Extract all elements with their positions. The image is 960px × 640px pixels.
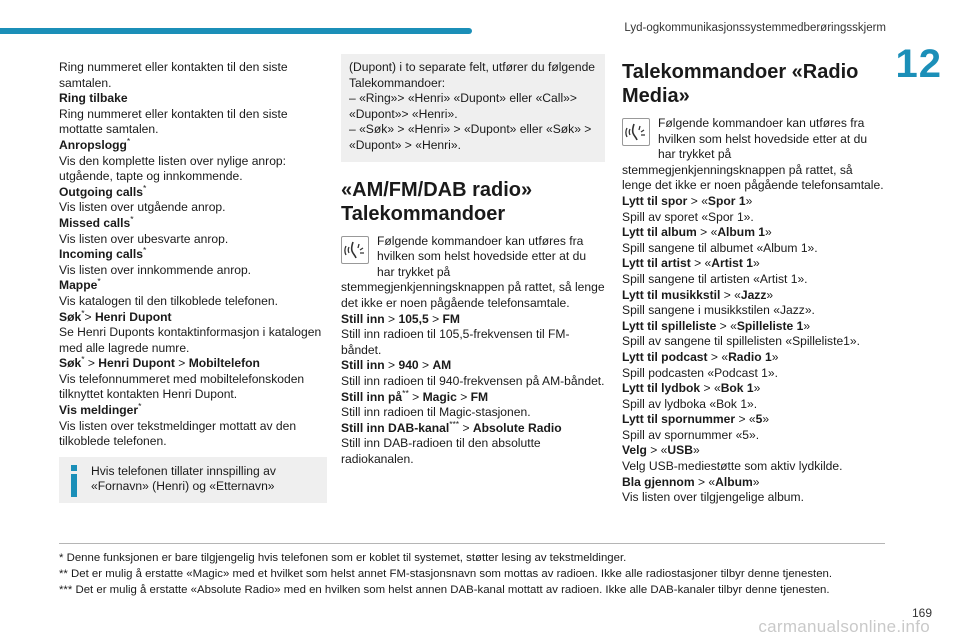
- command-label-row: [341, 387, 605, 406]
- text-line: Vis listen over tilgjengelige album.: [622, 490, 804, 505]
- footnote-marker: *: [143, 182, 147, 193]
- command-label-row: [59, 247, 327, 263]
- command-label: Lytt til artist: [622, 256, 691, 271]
- separator: >: [84, 309, 95, 324]
- command-label: Outgoing calls: [59, 184, 143, 199]
- text-line: Vis den komplette listen over nylige anrop: utgående, tapte og innkommende.: [59, 153, 286, 184]
- footnote-marker: *: [126, 135, 131, 146]
- command-label: Artist 1: [711, 256, 753, 271]
- watermark: carmanualsonline.info: [758, 617, 930, 636]
- text-line: Still inn radioen til Magic-stasjonen.: [341, 405, 531, 420]
- footnote: * Denne funksjonen er bare tilgjengelig hvis telefonen som er koblet til systemet, støtter lesing av tekstmeldinger.: [59, 552, 627, 564]
- command-label-row: [622, 225, 884, 241]
- text-line: Still inn DAB-radioen til den absolutte radiokanalen.: [341, 436, 541, 466]
- command-label: Lytt til spilleliste: [622, 318, 717, 333]
- separator: >: [418, 358, 433, 373]
- section-heading: «AM/FM/DAB radio» Talekommandoer: [341, 178, 533, 225]
- command-label-row: [59, 403, 327, 419]
- command-label: Velg: [622, 443, 647, 458]
- separator: >: [428, 311, 443, 326]
- column-phone-commands: [59, 60, 327, 503]
- text-line: Vis telefonnummeret med mobiltelefonskoden tilknyttet kontakten Henri Dupont.: [59, 371, 305, 402]
- separator: > «: [646, 443, 668, 458]
- command-label: Henri Dupont: [98, 356, 175, 371]
- command-label: FM: [470, 389, 489, 404]
- command-label: Still inn: [341, 311, 385, 326]
- command-label: Lytt til podcast: [622, 349, 708, 364]
- text-line: – «Ring»> «Henri» «Dupont» eller «Call»> «Dupont»> «Henri».: [349, 91, 577, 121]
- footnote-marker: *: [130, 213, 134, 224]
- separator: »: [745, 193, 753, 208]
- separator: > «: [735, 412, 756, 427]
- text-line: Spill sangene til albumet «Album 1».: [622, 240, 818, 255]
- command-label-row: [341, 312, 605, 328]
- text-line: Vis katalogen til den tilkoblede telefonen.: [59, 293, 278, 308]
- text-line: Spill av sporet «Spor 1».: [622, 209, 754, 224]
- command-label: Incoming calls: [59, 247, 144, 262]
- command-label: Søk: [59, 356, 82, 371]
- voice-command-icon: [341, 236, 369, 264]
- info-icon: [68, 465, 80, 497]
- voice-intro: [341, 234, 605, 312]
- command-label: Lytt til spor: [622, 193, 688, 208]
- command-label-row: [59, 135, 327, 154]
- command-label-row: [59, 278, 327, 294]
- footnote-marker: *: [138, 401, 142, 412]
- command-label-row: [341, 418, 605, 437]
- command-label: Lytt til spornummer: [622, 412, 736, 427]
- media-command-list: [622, 194, 884, 506]
- command-label: Ring tilbake: [59, 91, 128, 106]
- separator: »: [762, 412, 770, 427]
- command-label: Henri Dupont: [94, 309, 172, 324]
- info-box-continued: [341, 54, 605, 162]
- intro-text: Følgende kommandoer kan utføres fra hvilken som helst hovedside etter at du har trykket på stemmegjenkjenningsknappen på rattet, så lenge det ikke er noen pågående telefonsamtale.: [341, 233, 605, 310]
- chapter-number: 12: [895, 42, 942, 86]
- command-label: Spilleliste 1: [736, 318, 804, 333]
- command-label: Lytt til album: [622, 225, 697, 240]
- separator: »: [803, 318, 811, 333]
- command-label-row: [59, 307, 327, 326]
- separator: > «: [687, 193, 708, 208]
- command-label: Still inn på: [341, 389, 403, 404]
- separator: >: [459, 420, 473, 435]
- text-line: Spill podcasten «Podcast 1».: [622, 365, 778, 380]
- command-label: Album: [715, 474, 753, 489]
- separator: > «: [720, 287, 741, 302]
- command-label: Spor 1: [707, 193, 746, 208]
- separator: »: [771, 349, 779, 364]
- command-label: AM: [432, 358, 452, 373]
- command-label: FM: [442, 311, 460, 326]
- column-radio-commands: [341, 54, 605, 467]
- text-line: Spill sangene til artisten «Artist 1».: [622, 271, 808, 286]
- command-label-row: [622, 194, 884, 210]
- info-text: Hvis telefonen tillater innspilling av «Fornavn» (Henri) og «Etternavn»: [91, 463, 276, 494]
- footnote-marker: *: [81, 307, 85, 318]
- separator: > «: [700, 381, 721, 396]
- separator: »: [692, 443, 700, 458]
- separator: >: [174, 356, 189, 371]
- command-label: 5: [755, 412, 763, 427]
- info-box: [59, 457, 327, 503]
- command-label: Lytt til musikkstil: [622, 287, 721, 302]
- command-label: Still inn: [341, 358, 385, 373]
- command-label: Mobiltelefon: [188, 356, 260, 371]
- separator: »: [752, 474, 760, 489]
- separator: >: [384, 358, 399, 373]
- command-label: Lytt til lydbok: [622, 381, 701, 396]
- text-line: Spill av lydboka «Bok 1».: [622, 396, 758, 411]
- text-line: Still inn radioen til 940-frekvensen på AM-båndet.: [341, 373, 605, 388]
- separator: »: [753, 381, 761, 396]
- command-label-row: [59, 356, 327, 372]
- command-label-row: [622, 256, 884, 272]
- separator: > «: [716, 318, 737, 333]
- separator: »: [752, 256, 760, 271]
- command-label: USB: [667, 443, 693, 458]
- command-label: Søk: [59, 309, 82, 324]
- command-label-row: [622, 288, 884, 304]
- voice-command-icon: [622, 118, 650, 146]
- footnotes: [59, 543, 885, 598]
- separator: > «: [690, 256, 712, 271]
- voice-intro: [622, 116, 884, 194]
- text-line: Spill av spornummer «5».: [622, 427, 760, 442]
- text-line: Vis listen over tekstmeldinger mottatt av den tilkoblede telefonen.: [59, 418, 297, 449]
- command-label-row: [622, 412, 884, 428]
- separator: >: [84, 356, 99, 371]
- separator: > «: [694, 474, 716, 489]
- section-heading: Talekommandoer «Radio Media»: [622, 61, 859, 107]
- footnote-marker: *: [143, 245, 147, 256]
- separator: >: [456, 389, 471, 404]
- command-label: Anropslogg: [59, 137, 127, 152]
- separator: »: [765, 225, 772, 240]
- command-label-row: [622, 475, 884, 491]
- command-label: Jazz: [740, 287, 767, 302]
- section-title: Lyd-ogkommunikasjonssystemmedberøringsskjerm: [624, 22, 886, 34]
- text-line: Spill sangene i musikkstilen «Jazz».: [622, 303, 815, 318]
- command-label: Mappe: [59, 278, 98, 293]
- separator: > «: [696, 225, 718, 240]
- text-line: Vis listen over utgående anrop.: [59, 200, 226, 215]
- command-label-row: [59, 213, 327, 232]
- intro-text: Følgende kommandoer kan utføres fra hvilken som helst hovedside etter at du har trykket på stemmegjenkjenningsknappen på rattet, så lenge det ikke er noen pågående telefonsamtale.: [622, 116, 884, 193]
- command-label: Album 1: [717, 225, 766, 240]
- text-line: Ring nummeret eller kontakten til den siste mottatte samtalen.: [59, 106, 288, 137]
- command-label: Vis meldinger: [59, 403, 139, 418]
- text-line: Vis listen over ubesvarte anrop.: [59, 231, 229, 246]
- command-label-row: [59, 182, 327, 201]
- command-label: 105,5: [398, 311, 429, 326]
- command-label: Bla gjennom: [622, 474, 695, 489]
- command-label: Missed calls: [59, 215, 131, 230]
- command-label-row: [622, 319, 884, 335]
- footnote: *** Det er mulig å erstatte «Absolute Radio» med en hvilken som helst annen DAB-kanal mottatt av radioen. Ikke alle DAB-kanaler tilbyr denne tjenesten.: [59, 584, 830, 596]
- command-label: Absolute Radio: [472, 420, 562, 435]
- command-label: Still inn DAB-kanal: [341, 420, 450, 435]
- footnote-marker: **: [402, 387, 409, 398]
- separator: >: [408, 389, 423, 404]
- text-line: – «Søk» > «Henri» > «Dupont» eller «Søk» > «Dupont» > «Henri».: [349, 122, 592, 152]
- text-line: Vis listen over innkommende anrop.: [59, 262, 252, 277]
- separator: >: [384, 311, 399, 326]
- command-label-row: [622, 443, 884, 459]
- command-label-row: [622, 381, 884, 397]
- column-media-commands: [622, 60, 884, 506]
- text-line: Spill av sangene til spillelisten «Spilleliste1».: [622, 334, 860, 349]
- separator: »: [766, 287, 774, 302]
- command-label-row: [341, 358, 605, 374]
- page-number: 169: [911, 606, 932, 620]
- command-label-row: [622, 350, 884, 366]
- command-label: Bok 1: [720, 381, 754, 396]
- footnote-marker: *: [81, 354, 85, 365]
- text-line: Ring nummeret eller kontakten til den siste samtalen.: [59, 60, 288, 90]
- footnote-marker: ***: [449, 418, 460, 429]
- footnote-marker: *: [97, 276, 101, 287]
- command-label: Magic: [422, 389, 457, 404]
- text-line: (Dupont) i to separate felt, utfører du følgende Talekommandoer:: [349, 60, 596, 90]
- text-line: Se Henri Duponts kontaktinformasjon i katalogen med alle lagrede numre.: [59, 325, 322, 355]
- separator: > «: [707, 349, 729, 364]
- text-line: Velg USB-mediestøtte som aktiv lydkilde.: [622, 459, 843, 474]
- command-label: Radio 1: [728, 349, 772, 364]
- header-accent-bar: [0, 28, 472, 34]
- footnote: ** Det er mulig å erstatte «Magic» med et hvilket som helst annet FM-stasjonsnavn som mottas av radioen. Ikke alle radiostasjoner tilbyr denne tjenesten.: [59, 568, 833, 580]
- text-line: Still inn radioen til 105,5-frekvensen til FM-båndet.: [341, 327, 570, 357]
- command-label: 940: [398, 358, 419, 373]
